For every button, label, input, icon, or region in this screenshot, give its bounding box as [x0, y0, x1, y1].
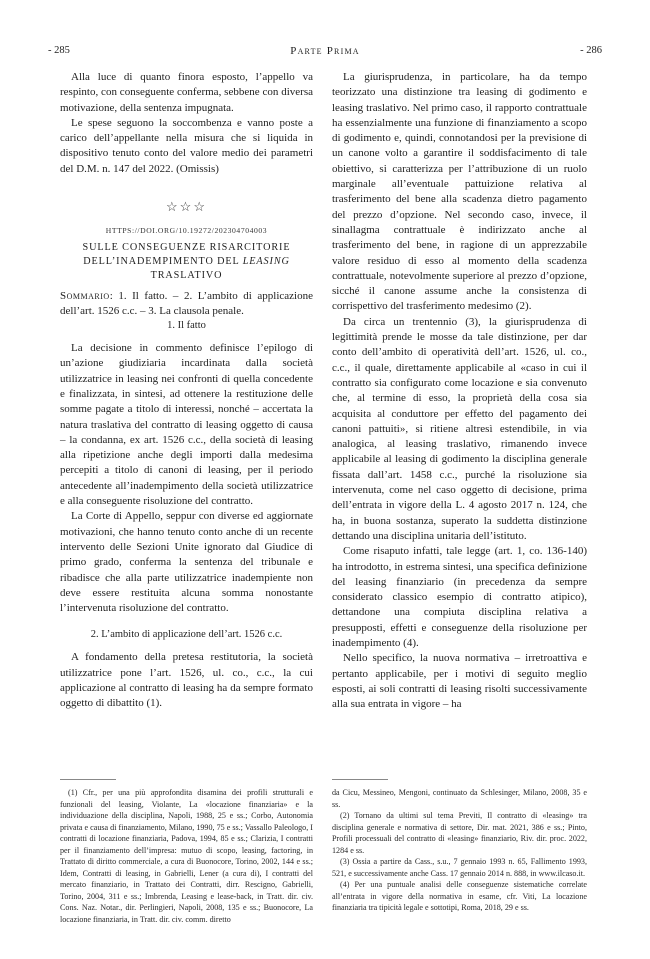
paragraph: Da circa un trentennio (3), la giurisprudenza di legittimità prende le mosse da tale distinzione, per dar conto dell’ambito di operatività dell’art. 1526, ul. co., c.c., il quale, direttamente applicabile al «caso in cui il contratto sia configurato come locazione e sia convenuto che, al termine di esso, la proprietà della cosa sia acquisita al conduttore per effetto del pagamento dei canoni pattuiti», si ritiene altresì estendibile, in via analogica, al leasing traslativo, rimanendo invece applicabile al leasing di godimento la disciplina generale fissata dall’art. 1458 c.c., purché la risoluzione sia intervenuta, come nel caso oggetto di decisione, prima dell’entrata in vigore della L. 4 agosto 2017 n. 124, che ha, in buona sostanza, superato la suddetta distinzione dettando una disciplina unitaria dell’istituto.: [332, 315, 587, 542]
paragraph: La giurisprudenza, in particolare, ha da tempo teorizzato una distinzione tra leasing di godimento e leasing traslativo. Nel primo caso, il rapporto contrattuale ha essenzialmente una funzione di finanziamento a scopo di godimento e, quindi, connotandosi per la previsione di un canone volto a garantire il soddisfacimento di tale obiettivo, si caratterizza per l’attribuzione di un ruolo marginale all’eventuale pattuizione relativa al trasferimento del bene alla scadenza dietro pagamento del prezzo d’opzione. Nel secondo caso, invece, il sinallagma contrattuale è indirizzato anche al trasferimento del bene, in ragione di un apprezzabile valore residuo di esso al momento della scadenza contrattuale, notevolmente superiore al prezzo d’opzione, sicché il canone assume anche la consistenza di corrispettivo del trasferimento medesimo (2).: [332, 71, 587, 313]
footnote: (1) Cfr., per una più approfondita disamina dei profili strutturali e funzionali del leasing, Violante, La «locazione finanziaria» e la individuazione della disciplina, Napoli, 1988, 25 e ss.; Corbo, Autonomia privata e causa di finanziamento, Milano, 1990, 75 e ss.; Vassallo Paleologo, I contratti di locazione finanziaria, Padova, 1994, 85 e ss.; Clarizia, I contratti per il finanziamento dell’impresa: mutuo di scopo, leasing, factoring, in Trattato di diritto commerciale, a cura di Buonocore, Torino, 2002, 144 e ss.; Idem, Contratti di leasing, in Gabrielli, Lener (a cura di), I contratti del mercato finanziario, in Trattato dei Contratti, dirr. Rescigno, Gabrielli, Torino, 2004, 311 e ss.; Imbrenda, Leasing e lease-back, in Tratt. dir. civ. Cons. Naz. Notar., dir. Perlingieri, Napoli, 2008, 135 e ss.; Buonocore, La locazione finanziaria, in Tratt. dir. civ. comm. diretto: [60, 788, 313, 925]
paragraph: Alla luce di quanto finora esposto, l’appello va respinto, con conseguente conferma, sebbene con diversa motivazione, della sentenza impugnata.: [60, 71, 313, 114]
paragraph: La Corte di Appello, seppur con diverse ed aggiornate motivazioni, che hanno tenuto conto anche di un recente intervento delle Sezioni Unite ignorato dal Giudice di primo grado, conferma la sentenza del tribunale e ribadisce che alla parte utilizzatrice inadempiente non deve essere restituita alcuna somma nonostante l’intervenuta risoluzione del contratto.: [60, 510, 313, 615]
note-title-line2b: LEASING: [242, 256, 290, 268]
footnote-continuation: da Cicu, Messineo, Mengoni, continuato da Schlesinger, Milano, 2008, 35 e ss.: [332, 788, 587, 809]
paragraph: A fondamento della pretesa restitutoria, la società utilizzatrice pone l’art. 1526, ul. co., c.c., la cui applicazione al contratto di leasing ha da sempre formato oggetto di dibattito (1).: [60, 651, 313, 710]
footnote-rule-left: [60, 779, 116, 780]
paragraph: La decisione in commento definisce l’epilogo di un’azione giudiziaria incardinata dalla società utilizzatrice in leasing nei confronti di quella concedente e finalizzata, in sintesi, ad ottenere la restituzione delle somme pagate a titolo di interessi, nonché – accertata la natura traslativa del contratto di leasing oggetto di causa – la condanna, ex art. 1526 c.c., della società di leasing alla ripetizione anche degli importi dalla medesima percepiti a titolo di canoni di leasing, per il periodo antecedente all’inadempimento della società utilizzatrice e alla conseguente risoluzione del contratto.: [60, 342, 313, 508]
page-number-right: - 286: [580, 45, 602, 56]
header-section-title: Parte Prima: [290, 45, 360, 57]
left-column: [60, 70, 313, 712]
footnote: (3) Ossia a partire da Cass., s.u., 7 gennaio 1993 n. 65, Fallimento 1993, 521, e successivamente anche Cass. 17 gennaio 2014 n. 888, in www.ilcaso.it.: [332, 857, 587, 878]
summary: [60, 289, 313, 319]
paragraph: Come risaputo infatti, tale legge (art. 1, co. 136-140) ha introdotto, in estrema sintesi, una specifica definizione del leasing finanziario (in precedenza da sempre considerato classico esempio di contratto atipico), dettandone una compiuta disciplina relativa a presupposti, effetti e conseguenze della risoluzione per inadempimento (4).: [332, 545, 587, 649]
footnotes-right: [332, 787, 587, 914]
section-heading-1: 1. Il fatto: [167, 320, 206, 332]
note-title-line2a: DELL’INADEMPIMENTO DEL: [83, 256, 243, 268]
page-number-left: - 285: [48, 45, 70, 56]
summary-label: Sommario: [60, 290, 110, 303]
note-title-line2c: TRASLATIVO: [150, 270, 223, 282]
summary-text: : 1. Il fatto. – 2. L’ambito di applicazione dell’art. 1526 c.c. – 3. La clausola penale.: [60, 290, 313, 318]
running-header: [48, 44, 602, 58]
footnote-rule-right: [332, 779, 388, 780]
note-title-line1: SULLE CONSEGUENZE RISARCITORIE: [82, 242, 291, 254]
paragraph: Le spese seguono la soccombenza e vanno poste a carico dell’appellante nella misura che si liquida in dispositivo tenuto conto del valore medio dei parametri del D.M. n. 147 del 2022. (Omissis): [60, 116, 313, 175]
stars-separator: ☆☆☆: [166, 199, 207, 215]
paragraph: Nello specifico, la nuova normativa – irretroattiva e pertanto applicabile, per i motivi di seguito meglio esposti, ai soli contratti di leasing risolti successivamente alla sua entrata in vigore – ha: [332, 652, 587, 711]
section-heading-2: 2. L’ambito di applicazione dell’art. 1526 c.c.: [90, 629, 283, 641]
note-title: [60, 241, 313, 283]
footnote: (2) Tornano da ultimi sul tema Previti, Il contratto di «leasing» tra disciplina generale e normativa di settore, Dir. mat. 2021, 386 e ss.; Pinto, Profili processuali del contratto di «leasing» finanziario, Riv. dir. proc. 2022, 1284 e ss.: [332, 811, 587, 855]
footnote: (4) Per una puntuale analisi delle conseguenze sistematiche correlate all’entrata in vigore della normativa in esame, cfr. Viti, La locazione finanziaria tra tipicità legale e sottotipi, Roma, 2018, 29 e ss.: [332, 880, 587, 913]
right-column: [332, 70, 587, 712]
footnotes-left: [60, 787, 313, 926]
doi-link[interactable]: HTTPS://DOI.ORG/10.19272/202304704003: [105, 226, 268, 236]
